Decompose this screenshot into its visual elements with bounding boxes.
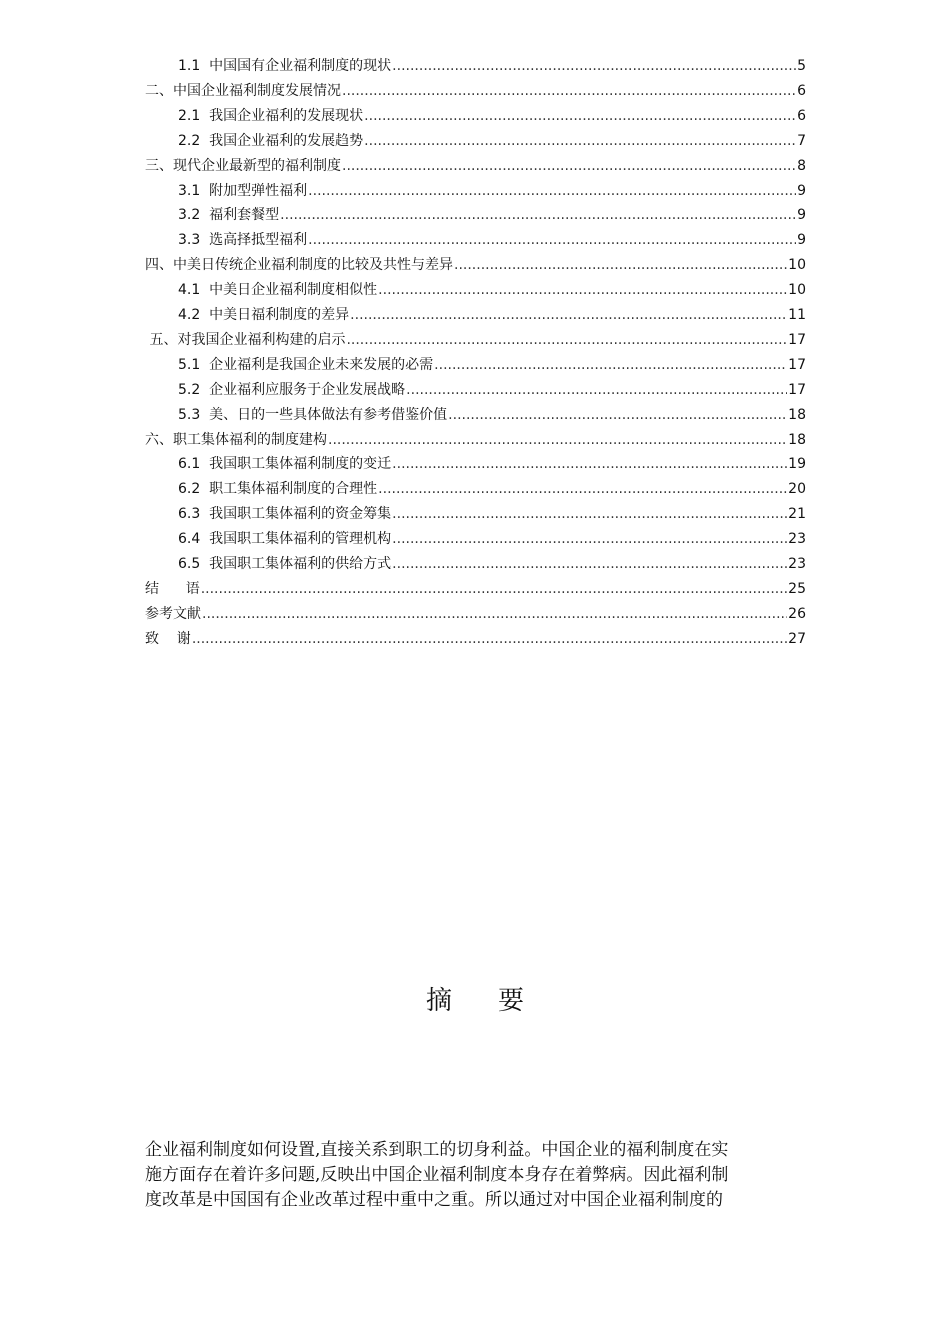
abstract-body [145,1138,809,1213]
toc-leader-dots [350,305,787,325]
toc-leader-dots [434,355,787,375]
toc-entry-page: 6 [797,82,806,99]
toc-entry-page: 18 [788,406,806,423]
abstract-line: 度改革是中国国有企业改革过程中重中之重。所以通过对中国企业福利制度的 [145,1190,723,1210]
toc-entry-page: 18 [788,431,806,448]
toc-entry[interactable] [178,106,806,126]
toc-entry-label: 4.1 中美日企业福利制度相似性 [178,282,378,299]
toc-entry[interactable] [178,479,806,499]
abstract-title: 摘要 [425,986,570,1016]
toc-leader-dots [364,106,796,126]
toc-entry-label: 2.1 我国企业福利的发展现状 [178,107,364,124]
toc-leader-dots [342,156,796,176]
toc-leader-dots [202,604,787,624]
toc-entry-page: 9 [797,207,806,224]
toc-entry-label: 3.2 福利套餐型 [178,207,280,224]
toc-leader-dots [364,131,796,151]
toc-leader-dots [454,255,787,275]
toc-leader-dots [392,56,796,76]
toc-entry-page: 9 [797,232,806,249]
toc-leader-dots [308,181,796,201]
toc-entry[interactable] [178,280,806,300]
toc-entry-page: 23 [788,531,806,548]
toc-entry[interactable] [178,305,806,325]
toc-entry[interactable] [178,529,806,549]
toc-entry-page: 6 [797,107,806,124]
toc-entry-label: 参考文献 [145,605,201,622]
toc-entry-page: 25 [788,580,806,597]
toc-entry-label: 5.2 企业福利应服务于企业发展战略 [178,381,406,398]
toc-entry-label: 1.1 中国国有企业福利制度的现状 [178,58,392,74]
toc-entry-label: 六、职工集体福利的制度建构 [145,431,327,448]
toc-entry-label: 6.4 我国职工集体福利的管理机构 [178,531,392,548]
toc-entry[interactable] [178,181,806,201]
toc-entry-label: 6.3 我国职工集体福利的资金筹集 [178,506,392,523]
toc-entry[interactable] [145,156,806,176]
toc-leader-dots [448,405,787,425]
toc-entry-label: 6.2 职工集体福利制度的合理性 [178,481,378,498]
toc-entry-page: 17 [788,331,806,348]
toc-entry[interactable] [178,554,806,574]
toc-entry-page: 17 [788,356,806,373]
toc-leader-dots [342,81,796,101]
toc-entry[interactable] [178,131,806,151]
toc-entry-page: 9 [797,182,806,199]
toc-entry[interactable] [178,56,806,76]
toc-entry-page: 23 [788,556,806,572]
toc-leader-dots [392,554,787,574]
toc-leader-dots [328,430,787,450]
toc-leader-dots [192,629,787,649]
toc-entry[interactable] [178,355,806,375]
toc-entry[interactable] [178,454,806,474]
toc-entry[interactable] [178,230,806,250]
toc-entry-page: 17 [788,381,806,398]
abstract-line: 施方面存在着许多问题,反映出中国企业福利制度本身存在着弊病。因此福利制 [145,1165,729,1185]
toc-leader-dots [308,230,796,250]
toc-entry-label: 2.2 我国企业福利的发展趋势 [178,132,364,149]
toc-leader-dots [392,529,787,549]
toc-entry-page: 10 [788,282,806,299]
toc-entry-page: 11 [788,307,806,323]
toc-entry-label: 4.2 中美日福利制度的差异 [178,307,350,323]
toc-leader-dots [346,330,787,350]
toc-entry-page: 27 [788,630,806,647]
toc-entry-label: 二、中国企业福利制度发展情况 [145,82,341,99]
toc-leader-dots [280,205,796,225]
toc-entry[interactable] [178,380,806,400]
toc-leader-dots [392,454,787,474]
toc-entry[interactable] [178,205,806,225]
toc-entry-page: 26 [788,605,806,622]
toc-entry-page: 5 [797,58,806,74]
toc-entry-label: 3.1 附加型弹性福利 [178,182,308,199]
toc-entry[interactable] [145,629,806,649]
abstract-line: 企业福利制度如何设置,直接关系到职工的切身利益。中国企业的福利制度在实 [145,1140,729,1160]
toc-entry-label: 四、中美日传统企业福利制度的比较及共性与差异 [145,257,453,274]
toc-entry-label: 三、现代企业最新型的福利制度 [145,157,341,174]
toc-entry-page: 10 [788,257,806,274]
toc-entry[interactable] [145,81,806,101]
toc-entry-label: 3.3 选高择抵型福利 [178,232,308,249]
toc-entry[interactable] [145,330,806,350]
toc-entry[interactable] [145,430,806,450]
toc-entry-page: 7 [797,132,806,149]
toc-entry-label: 致 谢 [145,630,191,647]
toc-entry-label: 5.1 企业福利是我国企业未来发展的必需 [178,356,434,373]
toc-leader-dots [378,280,787,300]
toc-leader-dots [201,579,787,599]
toc-entry-page: 21 [788,506,806,523]
toc-entry-label: 6.5 我国职工集体福利的供给方式 [178,556,392,572]
toc-entry[interactable] [145,604,806,624]
toc-entry-label: 6.1 我国职工集体福利制度的变迁 [178,456,392,473]
toc-entry[interactable] [178,504,806,524]
toc-entry-page: 20 [788,481,806,498]
toc-leader-dots [378,479,787,499]
toc-entry[interactable] [178,405,806,425]
toc-entry-label: 五、对我国企业福利构建的启示 [145,331,346,348]
toc-leader-dots [392,504,787,524]
toc-entry[interactable] [145,255,806,275]
toc-entry[interactable] [145,579,806,599]
toc-entry-label: 结 语 [145,580,200,597]
toc-entry-label: 5.3 美、日的一些具体做法有参考借鉴价值 [178,406,448,423]
toc-entry-page: 8 [797,157,806,174]
toc-leader-dots [406,380,787,400]
toc-entry-page: 19 [788,456,806,473]
